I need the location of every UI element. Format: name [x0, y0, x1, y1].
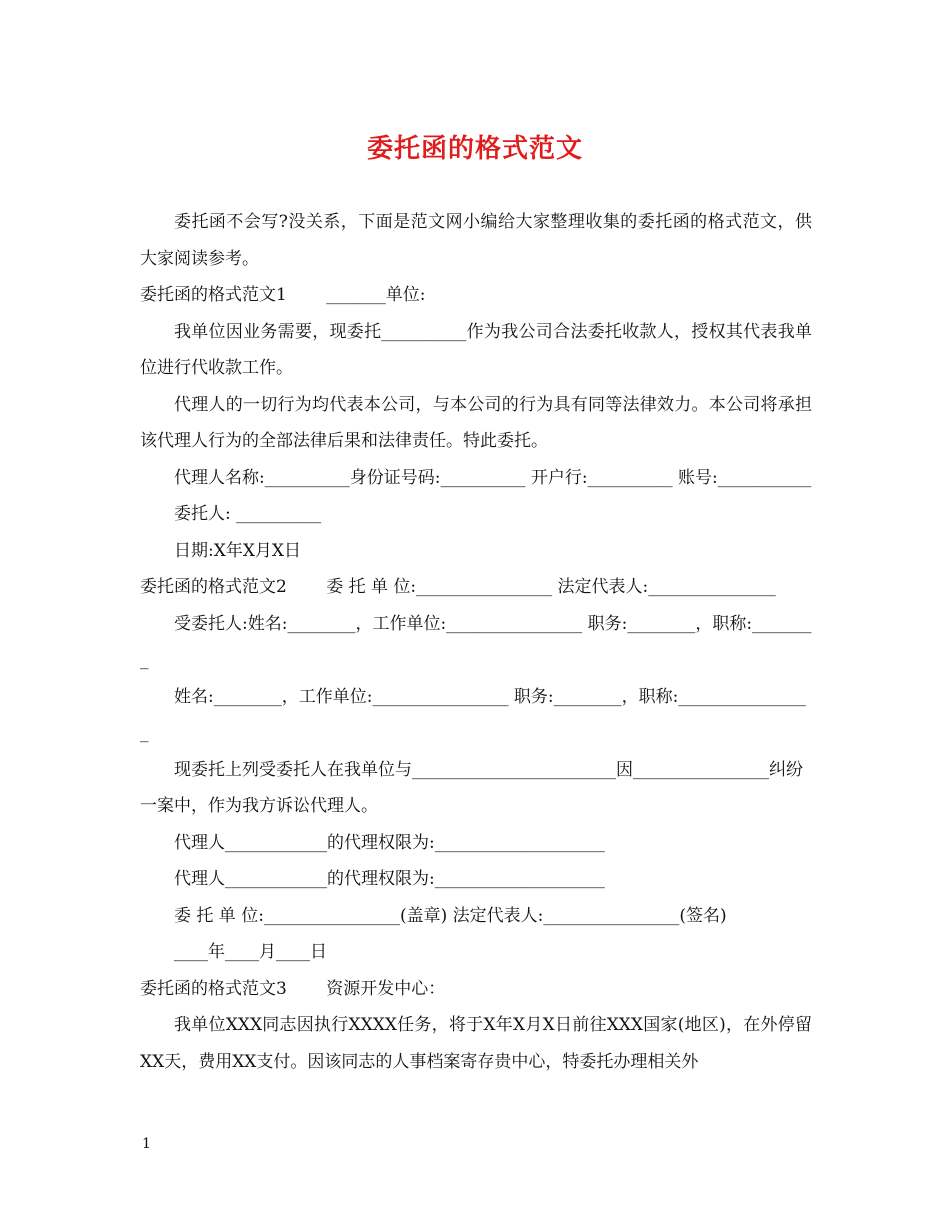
trustee-line: 姓名:________，工作单位:________________ 职务:________，职称:________________ — [140, 686, 806, 743]
agent-scope-line: 代理人____________的代理权限为:____________________ — [174, 832, 605, 853]
signature-line: 委 托 单 位:________________(盖章) 法定代表人:________________(签名) — [174, 905, 727, 926]
trustee-line: 受委托人:姓名:________，工作单位:________________ 职务:________，职称:________ — [140, 613, 812, 670]
principal-line: 委托人: __________ — [174, 504, 322, 524]
page-number: 1 — [142, 1136, 151, 1152]
intro-paragraph: 委托函不会写?没关系，下面是范文网小编给大家整理收集的委托函的格式范文，供大家阅读参考。 — [140, 212, 812, 269]
section-heading-3: 委托函的格式范文3 资源开发中心： — [140, 978, 446, 999]
paragraph: 我单位因业务需要，现委托__________作为我公司合法委托收款人，授权其代表我单位进行代收款工作。 — [140, 321, 812, 378]
paragraph: 代理人的一切行为均代表本公司，与本公司的行为具有同等法律效力。本公司将承担该代理人行为的全部法律后果和法律责任。特此委托。 — [140, 394, 812, 451]
date-blank-line: ____年____月____日 — [174, 942, 327, 962]
document-body — [140, 204, 812, 1080]
section-heading-2: 委托函的格式范文2 委 托 单 位:________________ 法定代表人:_______________ — [140, 577, 776, 597]
paragraph: 现委托上列受委托人在我单位与________________________因________________纠纷一案中，作为我方诉讼代理人。 — [140, 759, 803, 816]
agent-scope-line: 代理人____________的代理权限为:____________________ — [174, 869, 605, 889]
paragraph: 我单位XXX同志因执行XXXX任务，将于X年X月X日前往XXX国家(地区)，在外停留XX天，费用XX支付。因该同志的人事档案寄存贵中心，特委托办理相关外 — [140, 1015, 812, 1072]
section-heading-1: 委托函的格式范文1 _______单位: — [140, 285, 426, 305]
date-line: 日期:X年X月X日 — [174, 540, 302, 561]
document-title: 委托函的格式范文 — [366, 134, 583, 164]
agent-info-line: 代理人名称:__________身份证号码:__________ 开户行:__________ 账号:___________ — [174, 467, 812, 488]
